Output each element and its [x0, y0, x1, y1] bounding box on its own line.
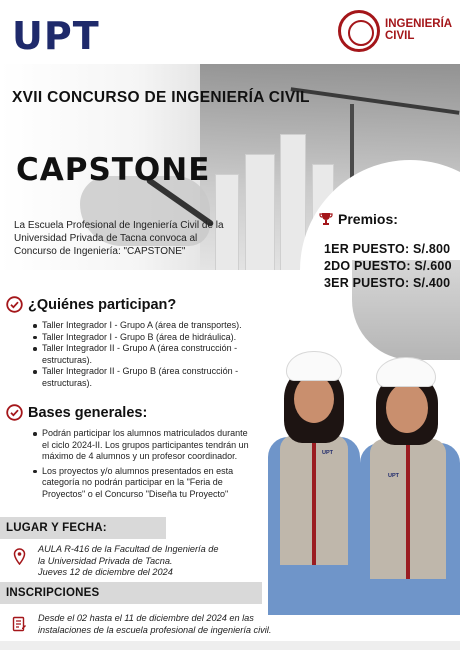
- contest-title: XVII CONCURSO DE INGENIERÍA CIVIL: [12, 89, 310, 106]
- participants-list: [32, 320, 260, 389]
- bottom-strip: [0, 641, 460, 650]
- upt-logo: UPT: [12, 14, 100, 58]
- list-item: Taller Integrador II - Grupo A (área construcción - estructuras).: [32, 343, 260, 366]
- vest-stripe: [312, 437, 316, 565]
- contest-name: CAPSTONE: [16, 152, 211, 188]
- list-item: Podrán participar los alumnos matriculados durante el ciclo 2024-II. Los grupos participantes tendrán un máximo de 4 alumnos y un profesor coordinador.: [32, 428, 254, 463]
- location-bar: [0, 517, 166, 539]
- prizes-label: Premios:: [338, 211, 398, 227]
- seal-title-line1: INGENIERÍA: [385, 18, 453, 30]
- rules-title: Bases generales:: [28, 404, 148, 421]
- building: [245, 154, 275, 270]
- location-line1: AULA R-416 de la Facultad de Ingeniería de: [38, 544, 219, 554]
- trophy-icon: [318, 211, 334, 227]
- registration-line2: instalaciones de la escuela profesional de ingeniería civil.: [38, 624, 272, 635]
- seal-title-line2: CIVIL: [385, 30, 415, 42]
- location-line3: Jueves 12 de diciembre del 2024: [38, 567, 173, 577]
- list-item: Taller Integrador II - Grupo B (área construcción - estructuras).: [32, 366, 260, 389]
- vest-logo: UPT: [322, 450, 333, 456]
- vest-logo: UPT: [388, 473, 399, 479]
- student-left: [262, 345, 366, 615]
- civil-engineering-seal: [338, 10, 380, 52]
- seal-title: [385, 18, 459, 42]
- list-item: Taller Integrador I - Grupo B (área de hidráulica).: [32, 332, 260, 344]
- list-item: Taller Integrador I - Grupo A (área de transportes).: [32, 320, 260, 332]
- participants-heading: [6, 296, 176, 313]
- prize-second: 2DO PUESTO: S/.600: [324, 259, 452, 273]
- registration-text: [38, 613, 298, 636]
- registration-label: INSCRIPCIONES: [6, 587, 100, 599]
- location-pin-icon: [12, 548, 27, 565]
- face: [294, 375, 334, 423]
- face: [386, 383, 428, 433]
- students-photo: [262, 335, 460, 615]
- location-line2: la Universidad Privada de Tacna.: [38, 555, 173, 566]
- prize-first: 1ER PUESTO: S/.800: [324, 242, 451, 256]
- hard-hat: [286, 351, 342, 381]
- rules-heading: [6, 404, 147, 421]
- check-circle-icon: [6, 404, 23, 421]
- location-text: [38, 544, 258, 579]
- rules-list: [32, 428, 254, 500]
- vest-stripe: [406, 441, 410, 579]
- participants-title: ¿Quiénes participan?: [28, 296, 177, 313]
- prize-third: 3ER PUESTO: S/.400: [324, 276, 451, 290]
- student-right: [354, 353, 460, 615]
- form-icon: [12, 616, 27, 633]
- intro-text: La Escuela Profesional de Ingeniería Civil de la Universidad Privada de Tacna convoca al Concurso de Ingeniería: "CAPSTONE": [14, 220, 224, 257]
- hard-hat: [376, 357, 436, 387]
- location-label: LUGAR Y FECHA:: [6, 522, 107, 534]
- list-item: Los proyectos y/o alumnos presentados en esta categoría no podrán participar en la "Feria de Proyectos" o el Concurso "Diseña tu Proyecto": [32, 466, 254, 501]
- registration-bar: [0, 582, 262, 604]
- check-circle-icon: [6, 296, 23, 313]
- prizes-heading: [318, 211, 398, 227]
- registration-line1: Desde el 02 hasta el 11 de diciembre del 2024 en las: [38, 613, 254, 623]
